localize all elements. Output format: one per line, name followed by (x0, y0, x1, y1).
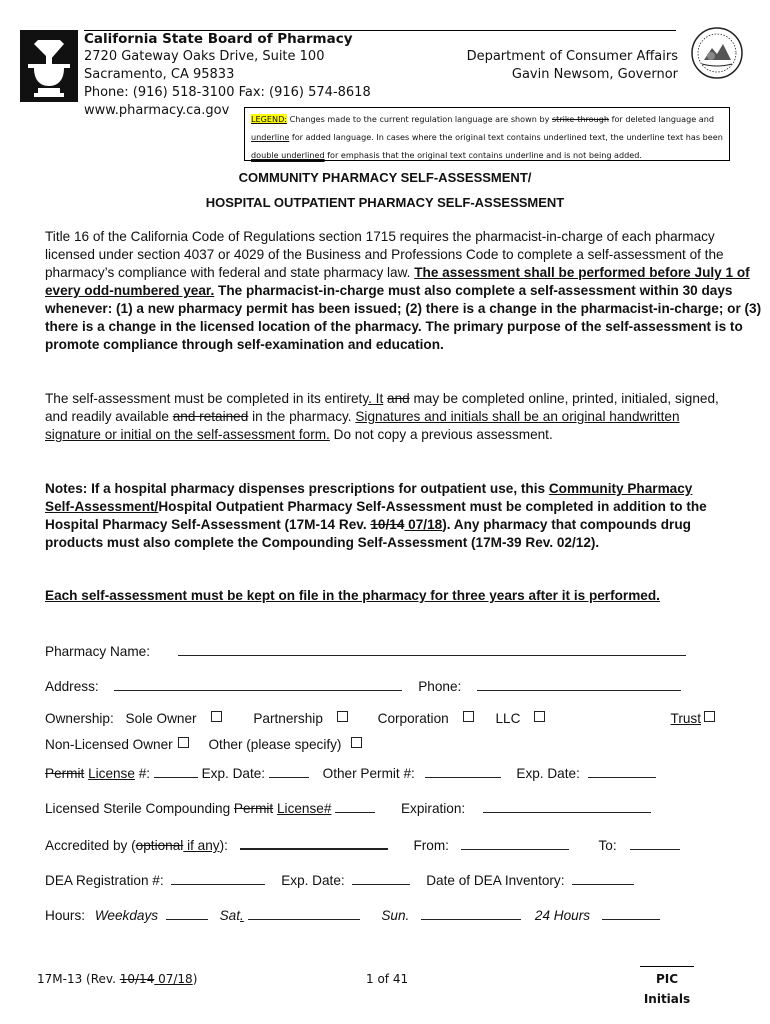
legend-text: for emphasis that the original text contains underline and is not being added. (324, 150, 642, 160)
legend-double-underline-example: double underlined (251, 150, 325, 160)
dea-inventory-date-label: Date of DEA Inventory: (426, 873, 565, 888)
to-label: To: (598, 838, 617, 853)
completion-paragraph: The self-assessment must be completed in its entirety. It and may be completed online, printed, initialed, signed, and readily available and retained in the pharmacy. Signatures and initials shall be an original handwritten signature or initial on the self-assessment form. Do not copy a previous assessment. (45, 391, 719, 442)
initials-label: Initials (643, 992, 691, 1006)
accredited-from-field[interactable] (461, 835, 569, 850)
other-permit-label: Other Permit #: (322, 766, 415, 781)
document-title-line-1: COMMUNITY PHARMACY SELF-ASSESSMENT/ (238, 170, 532, 185)
other-checkbox[interactable] (351, 737, 362, 748)
llc-checkbox[interactable] (534, 711, 545, 722)
legend-text: Changes made to the current regulation language are shown by (287, 114, 552, 124)
website-link[interactable]: www.pharmacy.ca.gov (84, 103, 230, 118)
other-label: Other (please specify) (208, 737, 342, 752)
license-number-field[interactable] (154, 763, 198, 778)
mortar-pestle-icon (20, 30, 78, 102)
sterile-license-field[interactable] (335, 798, 375, 813)
pic-label: PIC (655, 972, 679, 986)
address-label: Address: (45, 679, 99, 694)
phone-field[interactable] (477, 676, 681, 691)
trust-label: Trust (670, 711, 701, 726)
form-revision: 17M-13 (Rev. 10/14 07/18) (37, 972, 198, 986)
governor-name: Gavin Newsom, Governor (511, 67, 678, 82)
saturday-label: Sat (219, 908, 241, 923)
legend-box (244, 107, 730, 161)
license-exp-date-field[interactable] (269, 763, 309, 778)
other-ownership-row (45, 737, 362, 752)
corporation-checkbox[interactable] (463, 711, 474, 722)
hours-label: Hours: (45, 908, 86, 923)
legend-label: LEGEND: (251, 114, 288, 124)
sole-owner-label: Sole Owner (125, 711, 197, 726)
dea-registration-field[interactable] (171, 870, 265, 885)
other-permit-field[interactable] (425, 763, 501, 778)
legend-text: for added language. In cases where the original text contains underlined text, the underline text has been (289, 132, 723, 142)
department-name: Department of Consumer Affairs (466, 49, 678, 64)
org-name: California State Board of Pharmacy (84, 31, 353, 47)
sterile-compounding-row: Licensed Sterile Compounding Permit License# Expiration: (45, 798, 651, 816)
accreditation-row: Accredited by (optional if any): From: To: (45, 834, 680, 853)
phone-fax: Phone: (916) 518-3100 Fax: (916) 574-8618 (84, 85, 371, 100)
24-hours-label: 24 Hours (534, 908, 591, 923)
accredited-to-field[interactable] (630, 835, 680, 850)
retention-notice: Each self-assessment must be kept on file in the pharmacy for three years after it is performed. (45, 588, 660, 603)
intro-paragraph: Title 16 of the California Code of Regulations section 1715 requires the pharmacist-in-charge of each pharmacy licensed under section 4037 or 4029 of the Business and Professions Code to complete a self-assessment of the pharmacy’s compliance with federal and state pharmacy law. The assessment shall be performed before July 1 of every odd-numbered year. The pharmacist-in-charge must also complete a self-assessment within 30 days whenever: (1) a new pharmacy permit has been issued; (2) there is a change in the pharmacist-in-charge; or (3) there is a change in the licensed location of the pharmacy. The primary purpose of the self-assessment is to promote compliance through self-examination and education. (45, 229, 762, 352)
dea-exp-date-label: Exp. Date: (281, 873, 345, 888)
sterile-expiration-field[interactable] (483, 798, 651, 813)
non-licensed-owner-checkbox[interactable] (178, 737, 189, 748)
legend-text: for deleted language and (609, 114, 715, 124)
license-label: License (88, 766, 135, 781)
notes-paragraph: Notes: If a hospital pharmacy dispenses prescriptions for outpatient use, this Community Pharmacy Self-Assessment/Hospital Outpatient Pharmacy Self-Assessment must be completed in addition to the Hospital Pharmacy Self-Assessment (17M-14 Rev. 10/14 07/18). Any pharmacy that compounds drug products must also complete the Compounding Self-Assessment (17M-39 Rev. 02/12). (45, 481, 707, 550)
accredited-label: Accredited by ( (45, 838, 136, 853)
ownership-row (45, 711, 715, 726)
pic-initials-box[interactable] (640, 966, 694, 1009)
saturday-hours-field[interactable] (248, 905, 360, 920)
accredited-by-field[interactable] (240, 834, 388, 850)
pharmacy-name-label: Pharmacy Name: (45, 644, 151, 659)
legend-strike-example: strike-through (551, 114, 610, 124)
corporation-label: Corporation (377, 711, 449, 726)
dea-row (45, 870, 634, 888)
document-title-line-2: HOSPITAL OUTPATIENT PHARMACY SELF-ASSESSMENT (205, 195, 565, 210)
dea-exp-date-field[interactable] (352, 870, 410, 885)
exp-date-label: Exp. Date: (201, 766, 266, 781)
other-permit-exp-label: Exp. Date: (516, 766, 580, 781)
dea-registration-label: DEA Registration #: (45, 873, 164, 888)
sunday-hours-field[interactable] (421, 905, 521, 920)
sole-owner-checkbox[interactable] (211, 711, 222, 722)
expiration-label: Expiration: (400, 801, 466, 816)
address-row (45, 676, 681, 694)
address-field[interactable] (114, 676, 402, 691)
ownership-label: Ownership: (45, 711, 114, 726)
address-line-1: 2720 Gateway Oaks Drive, Suite 100 (84, 49, 325, 64)
department-block (467, 48, 678, 84)
dea-inventory-date-field[interactable] (572, 870, 634, 885)
weekdays-hours-field[interactable] (166, 905, 208, 920)
partnership-checkbox[interactable] (337, 711, 348, 722)
page-number: 1 of 41 (366, 972, 409, 986)
weekdays-label: Weekdays (94, 908, 159, 923)
trust-checkbox[interactable] (704, 711, 715, 722)
california-seal-icon (690, 26, 744, 80)
hours-row: Hours: Weekdays Sat. Sun. 24 Hours (45, 905, 660, 923)
phone-label: Phone: (418, 679, 462, 694)
pharmacy-name-field[interactable] (178, 641, 686, 656)
license-row: Permit License #: Exp. Date: Other Permit #: Exp. Date: (45, 763, 656, 781)
address-line-2: Sacramento, CA 95833 (84, 67, 235, 82)
24-hours-field[interactable] (602, 905, 660, 920)
other-permit-exp-field[interactable] (588, 763, 656, 778)
from-label: From: (413, 838, 449, 853)
partnership-label: Partnership (253, 711, 323, 726)
llc-label: LLC (495, 711, 521, 726)
non-licensed-owner-label: Non-Licensed Owner (45, 737, 173, 752)
legend-underline-example: underline (251, 132, 290, 142)
deadline-text: The assessment shall be performed before July 1 of every odd-numbered year. (45, 265, 750, 298)
permit-deleted-text: Permit (45, 766, 85, 781)
sterile-compounding-label: Licensed Sterile Compounding (45, 801, 234, 816)
pharmacy-name-row (45, 641, 686, 659)
sunday-label: Sun. (381, 908, 410, 923)
